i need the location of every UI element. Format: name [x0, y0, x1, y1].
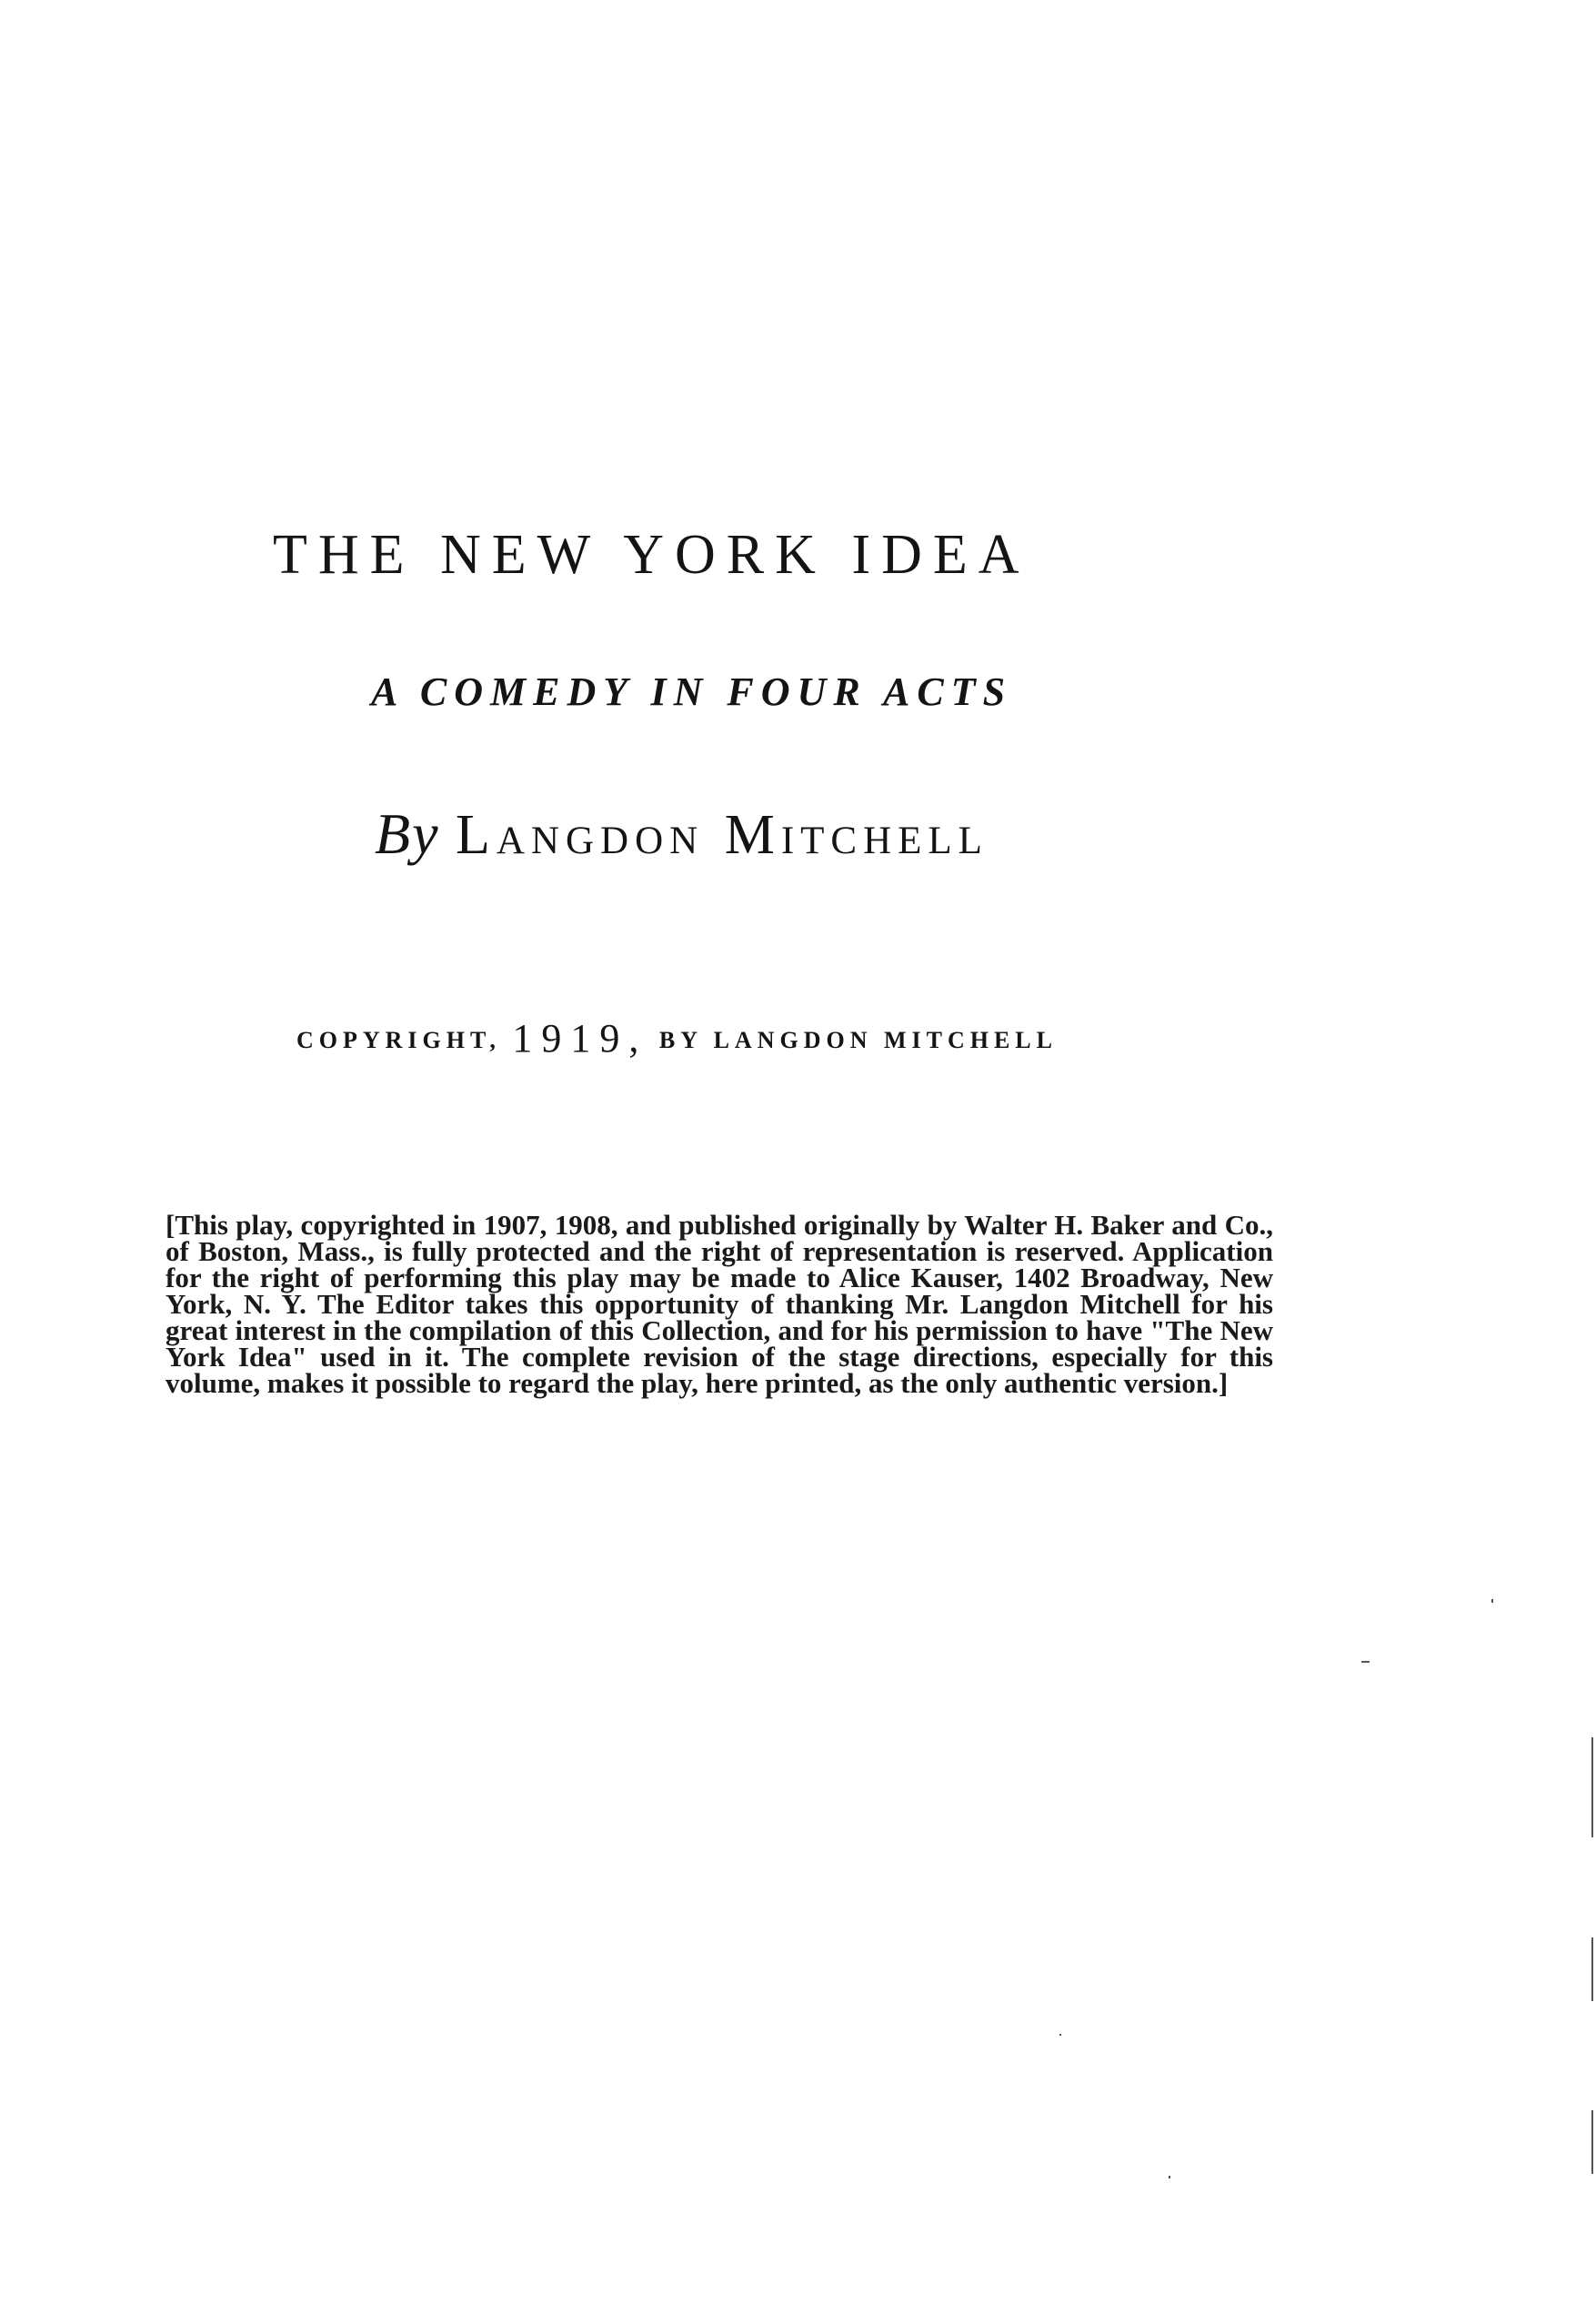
- scan-speck: [1361, 1661, 1370, 1663]
- byline-by: By: [375, 801, 440, 866]
- copyright-year: 1919,: [512, 1016, 648, 1061]
- scan-edge-mark: [1591, 1937, 1593, 2001]
- copyright-prefix: COPYRIGHT,: [296, 1027, 501, 1053]
- byline: [375, 800, 1193, 868]
- scan-speck: [1169, 2176, 1170, 2178]
- copyright-line: [296, 1011, 1206, 1061]
- scan-speck: [1491, 1599, 1493, 1603]
- scan-edge-mark: [1591, 2110, 1593, 2174]
- scan-edge-mark: [1591, 1737, 1593, 1837]
- scan-speck: [1059, 2034, 1061, 2036]
- byline-author: Langdon Mitchell: [456, 804, 989, 866]
- copyright-suffix: BY LANGDON MITCHELL: [658, 1027, 1058, 1053]
- play-title: THE NEW YORK IDEA: [273, 524, 1030, 586]
- play-subtitle: A COMEDY IN FOUR ACTS: [371, 669, 1013, 714]
- editorial-note: [This play, copyrighted in 1907, 1908, and published originally by Walter H. Baker and Co., of Boston, Mass., is fully protected and the right of representation is reserved. Application for the right of performing this play may be made to Alice Kauser, 1402 Broadway, New York, N. Y. The Editor takes this opportunity of thanking Mr. Langdon Mitchell for his great interest in the compilation of this Collection, and for his permission to have "The New York Idea" used in it. The complete revision of the stage directions, especially for this volume, makes it possible to regard the play, here printed, as the only authentic version.]: [166, 1209, 1273, 1399]
